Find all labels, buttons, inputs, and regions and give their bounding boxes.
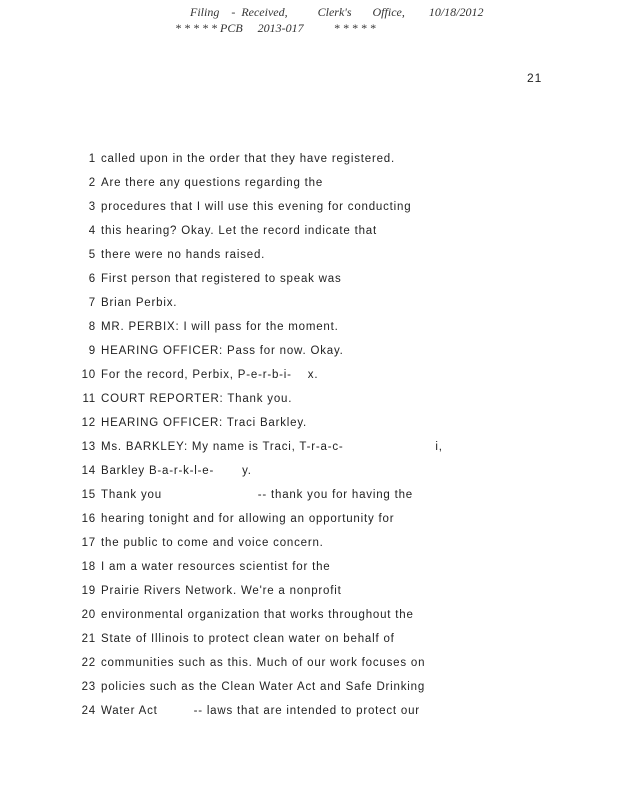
- line-text: Thank you -- thank you for having the: [101, 489, 413, 501]
- transcript-line: [0, 345, 618, 361]
- line-text: HEARING OFFICER: Pass for now. Okay.: [101, 345, 344, 357]
- transcript-line: [0, 417, 618, 433]
- page-number: 21: [527, 71, 543, 85]
- line-text: COURT REPORTER: Thank you.: [101, 393, 293, 405]
- line-number: 18: [81, 561, 96, 573]
- transcript-line: [0, 201, 618, 217]
- line-text: communities such as this. Much of our work focuses on: [101, 657, 426, 669]
- transcript-line: [0, 225, 618, 241]
- transcript-line: [0, 393, 618, 409]
- transcript-line: [0, 321, 618, 337]
- line-number: 17: [81, 537, 96, 549]
- line-text: policies such as the Clean Water Act and Safe Drinking: [101, 681, 426, 693]
- transcript-line: [0, 273, 618, 289]
- line-number: 2: [88, 177, 96, 189]
- transcript-line: [0, 153, 618, 169]
- line-text: Ms. BARKLEY: My name is Traci, T-r-a-c- i,: [101, 441, 443, 453]
- transcript-line: [0, 561, 618, 577]
- line-text: First person that registered to speak was: [101, 273, 342, 285]
- line-number: 1: [88, 153, 96, 165]
- transcript-line: [0, 633, 618, 649]
- line-number: 16: [81, 513, 96, 525]
- transcript-line: [0, 297, 618, 313]
- filing-stamp-line-2: * * * * * PCB 2013-017 * * * * *: [175, 21, 376, 35]
- transcript-line: [0, 585, 618, 601]
- line-text: environmental organization that works throughout the: [101, 609, 414, 621]
- line-text: there were no hands raised.: [101, 249, 266, 261]
- line-number: 8: [88, 321, 96, 333]
- transcript-line: [0, 249, 618, 265]
- line-text: State of Illinois to protect clean water on behalf of: [101, 633, 395, 645]
- line-text: called upon in the order that they have registered.: [101, 153, 395, 165]
- transcript-line: [0, 441, 618, 457]
- line-number: 7: [88, 297, 96, 309]
- transcript-line: [0, 681, 618, 697]
- line-text: Brian Perbix.: [101, 297, 178, 309]
- line-text: I am a water resources scientist for the: [101, 561, 331, 573]
- line-text: HEARING OFFICER: Traci Barkley.: [101, 417, 308, 429]
- line-text: Water Act -- laws that are intended to protect our: [101, 705, 420, 717]
- line-number: 3: [88, 201, 96, 213]
- line-number: 9: [88, 345, 96, 357]
- line-text: procedures that I will use this evening for conducting: [101, 201, 412, 213]
- line-number: 5: [88, 249, 96, 261]
- line-number: 15: [81, 489, 96, 501]
- line-text: For the record, Perbix, P-e-r-b-i- x.: [101, 369, 319, 381]
- line-number: 21: [81, 633, 96, 645]
- line-number: 19: [81, 585, 96, 597]
- line-number: 6: [88, 273, 96, 285]
- line-text: MR. PERBIX: I will pass for the moment.: [101, 321, 339, 333]
- transcript-line: [0, 489, 618, 505]
- transcript-line: [0, 609, 618, 625]
- line-number: 12: [81, 417, 96, 429]
- transcript-line: [0, 177, 618, 193]
- transcript-line: [0, 537, 618, 553]
- line-text: Prairie Rivers Network. We're a nonprofit: [101, 585, 342, 597]
- line-number: 24: [81, 705, 96, 717]
- line-number: 10: [81, 369, 96, 381]
- transcript-line: [0, 465, 618, 481]
- line-text: Barkley B-a-r-k-l-e- y.: [101, 465, 252, 477]
- transcript-line: [0, 657, 618, 673]
- line-number: 22: [81, 657, 96, 669]
- line-number: 13: [81, 441, 96, 453]
- line-text: hearing tonight and for allowing an opportunity for: [101, 513, 395, 525]
- line-number: 4: [88, 225, 96, 237]
- filing-stamp-line-1: Filing - Received, Clerk's Office, 10/18/2012: [190, 5, 484, 19]
- line-text: the public to come and voice concern.: [101, 537, 324, 549]
- transcript-line: [0, 513, 618, 529]
- line-number: 14: [81, 465, 96, 477]
- line-number: 11: [82, 393, 96, 405]
- line-text: this hearing? Okay. Let the record indicate that: [101, 225, 377, 237]
- line-text: Are there any questions regarding the: [101, 177, 324, 189]
- transcript-line: [0, 369, 618, 385]
- line-number: 20: [81, 609, 96, 621]
- line-number: 23: [81, 681, 96, 693]
- transcript-line: [0, 705, 618, 721]
